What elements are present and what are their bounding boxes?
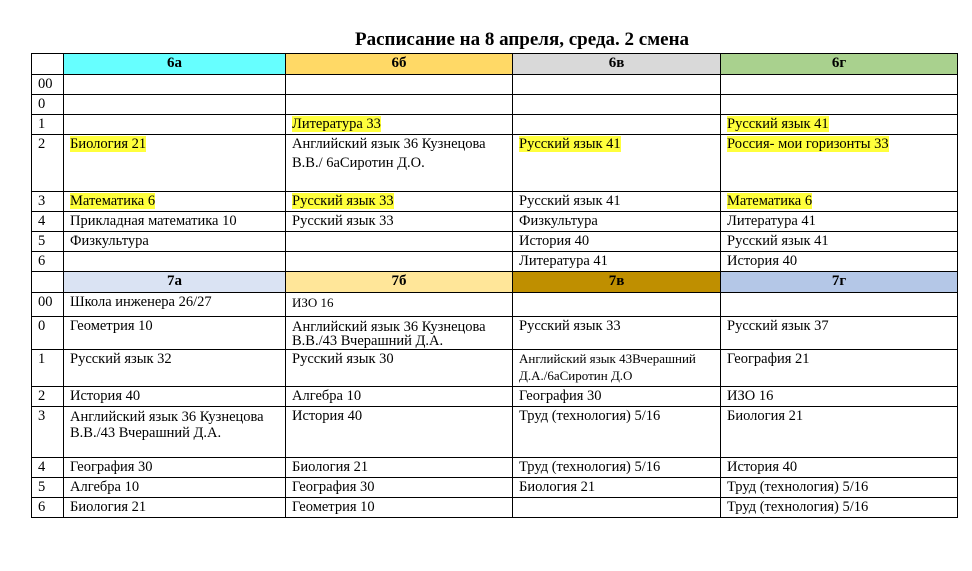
lesson-cell: История 40 (513, 232, 721, 252)
lesson-cell (286, 232, 513, 252)
lesson-number: 5 (32, 478, 64, 498)
class-header-6v: 6в (513, 54, 721, 75)
table-row (32, 95, 958, 115)
table-row (32, 387, 958, 407)
lesson-cell: Труд (технология) 5/16 (721, 478, 958, 498)
grade7-header-row (32, 272, 958, 293)
lesson-cell: Биология 21 (721, 407, 958, 458)
lesson-cell (513, 75, 721, 95)
lesson-number: 3 (32, 192, 64, 212)
lesson-cell (286, 75, 513, 95)
lesson-text: Математика 6 (70, 193, 156, 209)
lesson-cell: География 30 (513, 387, 721, 407)
class-header-6b: 6б (286, 54, 513, 75)
lesson-text: Русский язык 41 (727, 116, 829, 132)
lesson-number: 6 (32, 252, 64, 272)
lesson-cell: Алгебра 10 (64, 478, 286, 498)
lesson-cell: Труд (технология) 5/16 (513, 407, 721, 458)
lesson-cell (64, 95, 286, 115)
lesson-number: 00 (32, 75, 64, 95)
lesson-cell (721, 135, 958, 192)
lesson-cell: История 40 (721, 252, 958, 272)
lesson-number: 00 (32, 293, 64, 317)
lesson-text: Литература 33 (292, 116, 381, 132)
lesson-text: Математика 6 (727, 193, 813, 209)
grade6-header-row (32, 54, 958, 75)
table-row (32, 478, 958, 498)
lesson-cell: Английский язык 36 Кузнецова В.В./43 Вчерашний Д.А. (64, 407, 286, 458)
lesson-cell: Труд (технология) 5/16 (721, 498, 958, 518)
lesson-number: 1 (32, 350, 64, 387)
lesson-cell: Литература 41 (721, 212, 958, 232)
lesson-cell: Русский язык 37 (721, 317, 958, 350)
header-corner (32, 54, 64, 75)
table-row (32, 350, 958, 387)
lesson-cell (286, 115, 513, 135)
table-row (32, 115, 958, 135)
table-row (32, 232, 958, 252)
lesson-cell (286, 95, 513, 115)
lesson-cell (721, 75, 958, 95)
page-title: Расписание на 8 апреля, среда. 2 смена (354, 29, 690, 50)
class-header-7g: 7г (721, 272, 958, 293)
table-row (32, 317, 958, 350)
lesson-cell: ИЗО 16 (721, 387, 958, 407)
lesson-cell: Биология 21 (513, 478, 721, 498)
lesson-cell: Английский язык 36 Кузнецова В.В./ 6аСиротин Д.О. (286, 135, 513, 192)
lesson-cell: Английский язык 36 Кузнецова В.В./43 Вчерашний Д.А. (286, 317, 513, 350)
lesson-cell (721, 293, 958, 317)
lesson-number: 3 (32, 407, 64, 458)
lesson-cell: Английский язык 43Вчерашний Д.А./6аСиротин Д.О (513, 350, 721, 387)
lesson-number: 4 (32, 212, 64, 232)
lesson-number: 5 (32, 232, 64, 252)
lesson-number: 0 (32, 317, 64, 350)
lesson-cell: География 30 (64, 458, 286, 478)
lesson-cell (513, 95, 721, 115)
class-header-7b: 7б (286, 272, 513, 293)
lesson-cell: Школа инженера 26/27 (64, 293, 286, 317)
lesson-cell (64, 115, 286, 135)
lesson-cell: Физкультура (513, 212, 721, 232)
lesson-cell: Литература 41 (513, 252, 721, 272)
lesson-text: Русский язык 33 (292, 193, 394, 209)
class-header-7a: 7а (64, 272, 286, 293)
table-row (32, 192, 958, 212)
lesson-cell (286, 252, 513, 272)
lesson-cell: Русский язык 30 (286, 350, 513, 387)
lesson-cell: Алгебра 10 (286, 387, 513, 407)
lesson-cell: География 30 (286, 478, 513, 498)
lesson-cell (64, 252, 286, 272)
lesson-number: 4 (32, 458, 64, 478)
lesson-number: 2 (32, 135, 64, 192)
lesson-cell (64, 192, 286, 212)
lesson-cell: Прикладная математика 10 (64, 212, 286, 232)
table-row (32, 252, 958, 272)
lesson-cell: Биология 21 (286, 458, 513, 478)
lesson-cell: Русский язык 33 (513, 317, 721, 350)
lesson-cell (64, 135, 286, 192)
lesson-cell: ИЗО 16 (286, 293, 513, 317)
class-header-6a: 6а (64, 54, 286, 75)
lesson-cell (721, 95, 958, 115)
lesson-cell: История 40 (64, 387, 286, 407)
lesson-cell: Труд (технология) 5/16 (513, 458, 721, 478)
lesson-cell: Русский язык 33 (286, 212, 513, 232)
lesson-cell: История 40 (721, 458, 958, 478)
lesson-cell: История 40 (286, 407, 513, 458)
lesson-cell: Русский язык 41 (513, 192, 721, 212)
lesson-text: Биология 21 (70, 136, 147, 152)
lesson-cell (513, 293, 721, 317)
class-header-6g: 6г (721, 54, 958, 75)
lesson-number: 2 (32, 387, 64, 407)
table-row (32, 212, 958, 232)
lesson-cell (721, 115, 958, 135)
lesson-cell: Геометрия 10 (64, 317, 286, 350)
schedule-table (31, 53, 958, 518)
lesson-text: Россия- мои горизонты 33 (727, 136, 889, 152)
table-row (32, 135, 958, 192)
lesson-cell (513, 115, 721, 135)
lesson-text: Русский язык 41 (519, 136, 621, 152)
class-header-7v: 7в (513, 272, 721, 293)
lesson-cell (513, 498, 721, 518)
lesson-number: 0 (32, 95, 64, 115)
table-row (32, 407, 958, 458)
lesson-cell (513, 135, 721, 192)
lesson-cell: Биология 21 (64, 498, 286, 518)
table-row (32, 293, 958, 317)
table-row (32, 458, 958, 478)
table-row (32, 75, 958, 95)
lesson-cell (286, 192, 513, 212)
lesson-number: 6 (32, 498, 64, 518)
header-corner (32, 272, 64, 293)
table-row (32, 498, 958, 518)
lesson-cell (721, 192, 958, 212)
lesson-number: 1 (32, 115, 64, 135)
lesson-cell: Русский язык 41 (721, 232, 958, 252)
lesson-cell: Русский язык 32 (64, 350, 286, 387)
lesson-cell: Физкультура (64, 232, 286, 252)
lesson-cell (64, 75, 286, 95)
lesson-cell: Геометрия 10 (286, 498, 513, 518)
lesson-cell: География 21 (721, 350, 958, 387)
